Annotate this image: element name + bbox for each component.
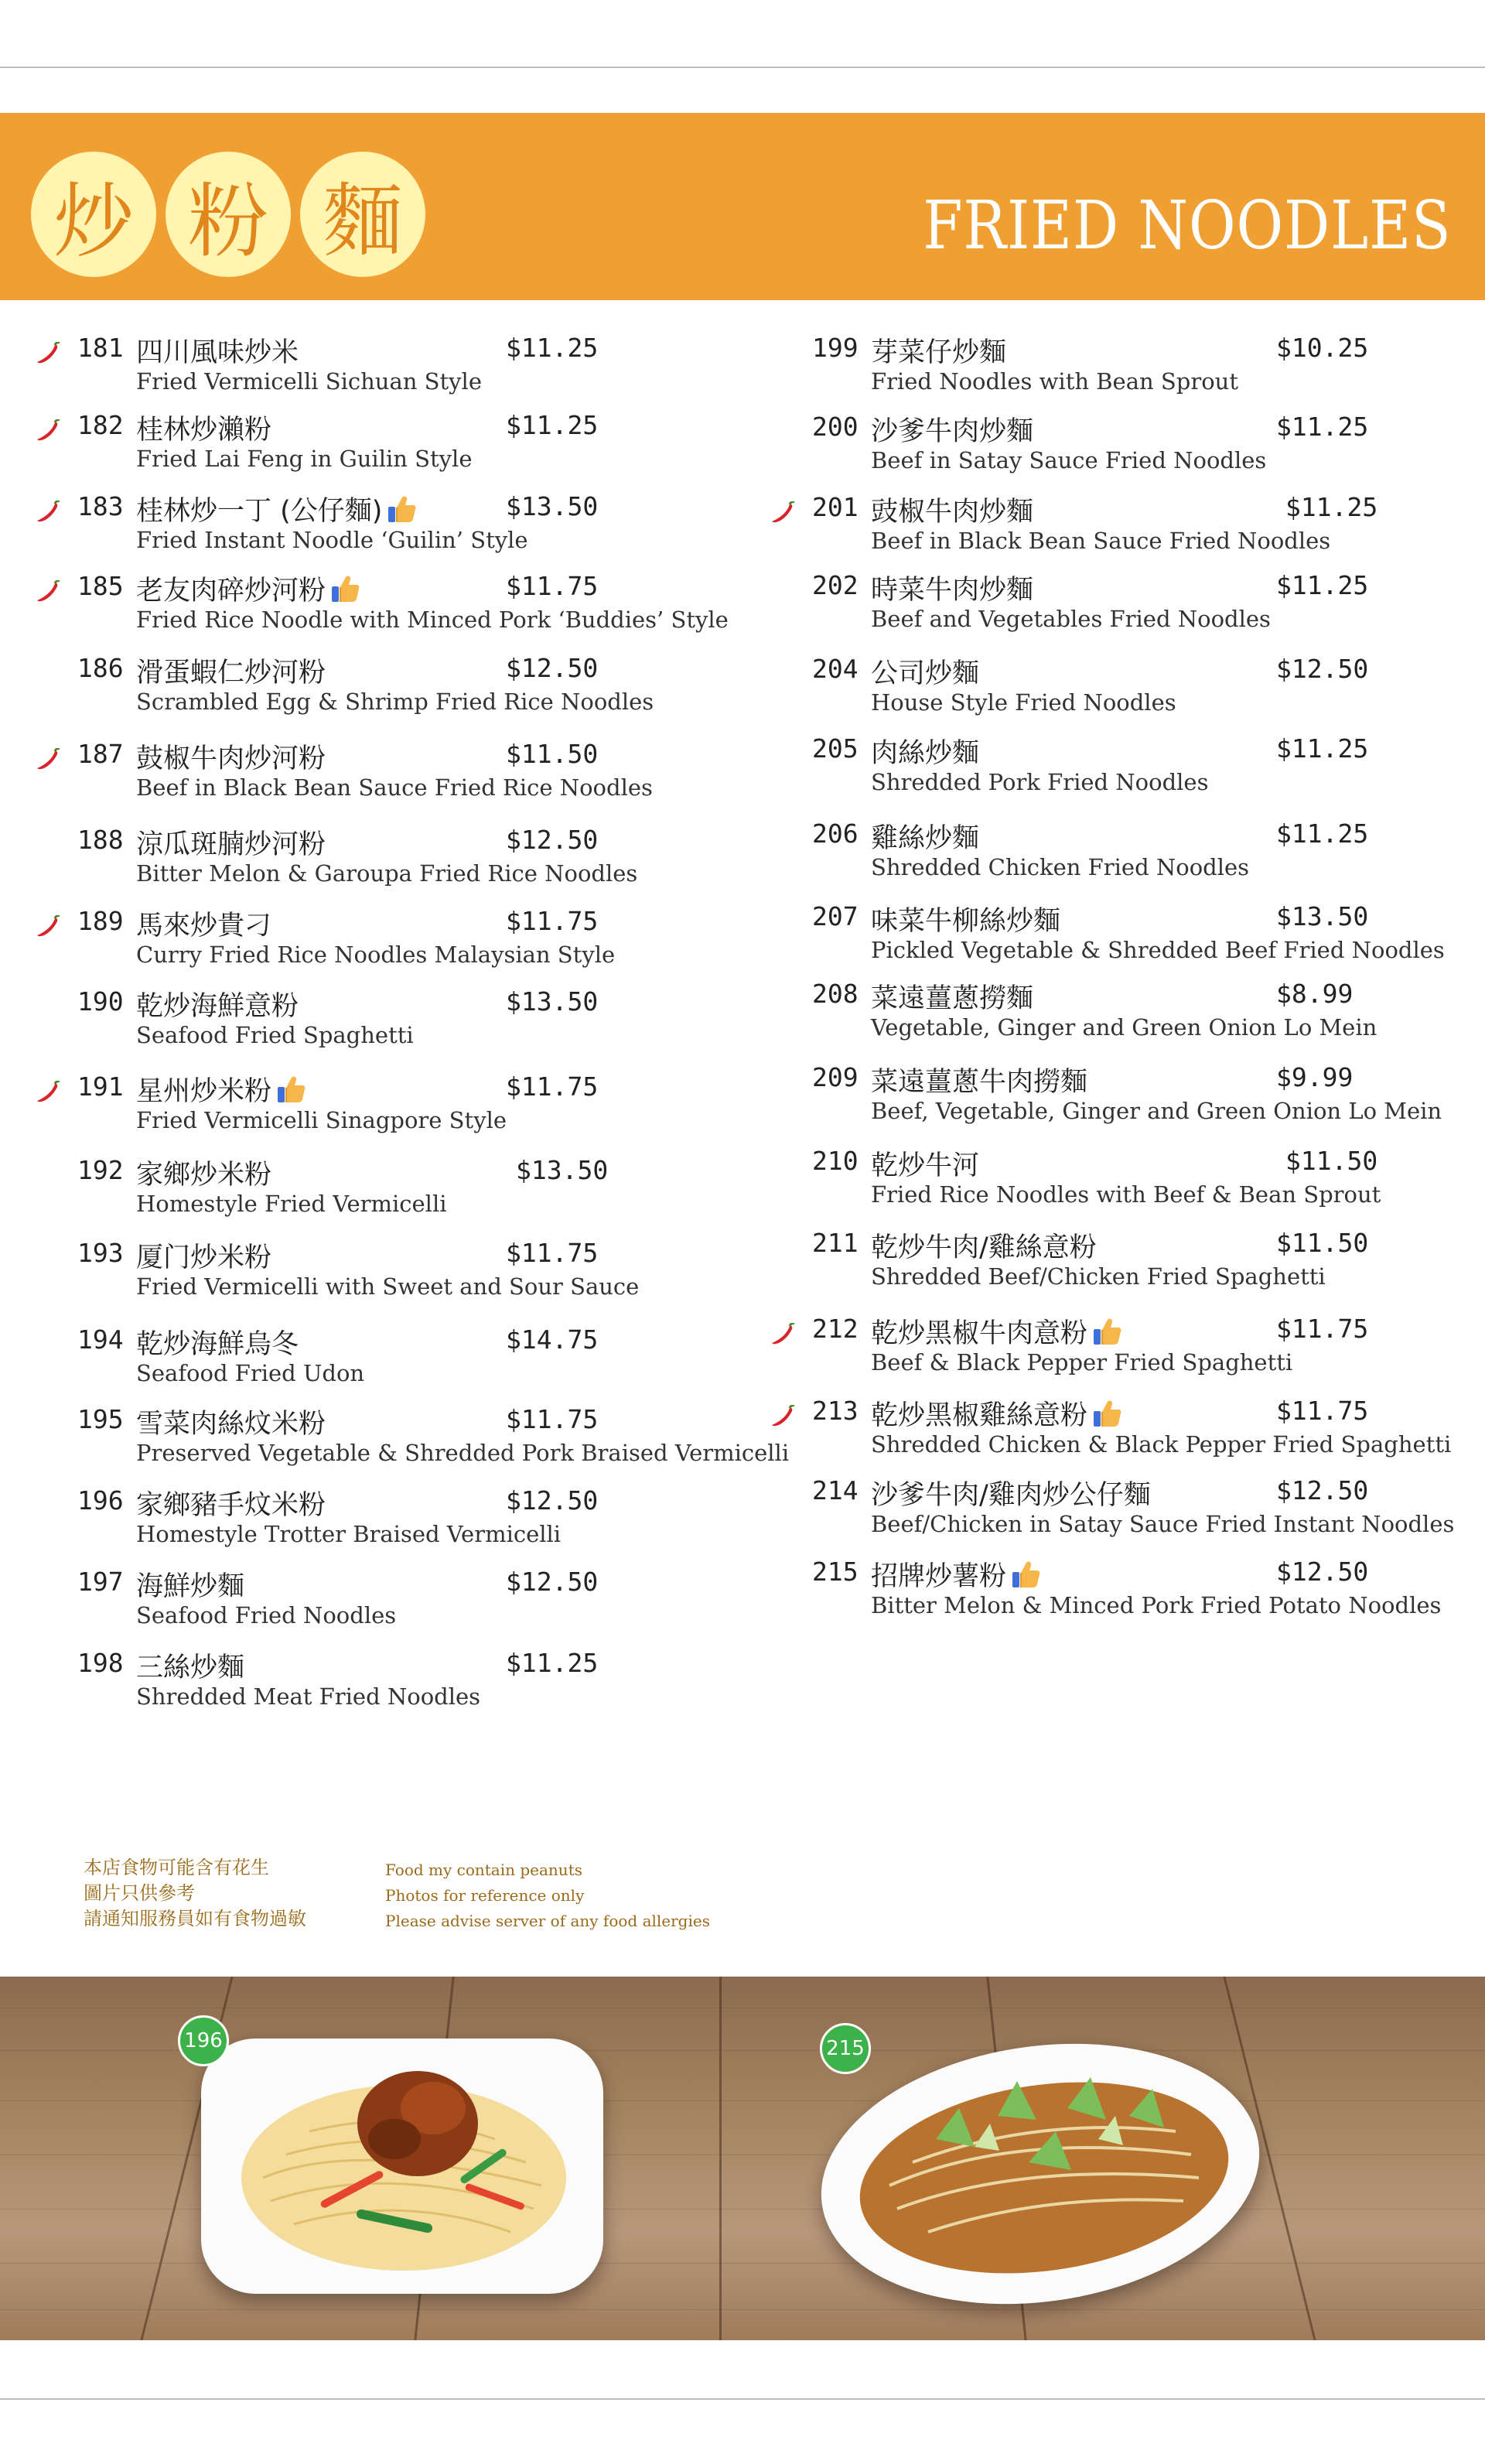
item-name-chinese	[136, 985, 299, 1024]
item-name-chinese	[871, 1144, 979, 1183]
item-name-chinese	[871, 1474, 1151, 1512]
menu-item	[766, 1314, 1485, 1376]
item-name-english: Scrambled Egg & Shrimp Fried Rice Noodles	[136, 689, 654, 715]
item-name-chinese	[136, 1484, 326, 1522]
menu-item	[31, 1071, 758, 1133]
menu-item	[31, 410, 758, 472]
item-number: 207	[812, 901, 859, 931]
menu-item	[31, 1155, 758, 1217]
menu-item	[766, 1228, 1485, 1290]
item-price: $11.75	[1276, 1314, 1369, 1344]
item-number: 197	[77, 1567, 124, 1597]
item-name-chinese-text: 桂林炒瀨粉	[136, 415, 272, 446]
item-name-english: Bitter Melon & Garoupa Fried Rice Noodles	[136, 860, 638, 887]
item-name-chinese-text: 公司炒麵	[871, 658, 980, 689]
item-price: $12.50	[506, 653, 599, 683]
item-name-chinese-text: 乾炒黑椒牛肉意粉	[871, 1318, 1088, 1349]
thumbs-up-icon	[387, 494, 418, 531]
chili-pepper-icon	[769, 1323, 797, 1351]
item-price: $11.25	[1276, 733, 1369, 764]
item-name-english: Shredded Beef/Chicken Fried Spaghetti	[871, 1263, 1326, 1290]
chinese-title	[31, 152, 425, 277]
chili-pepper-icon	[34, 501, 62, 528]
item-name-chinese-text: 乾炒黑椒雞絲意粉	[871, 1400, 1088, 1431]
thumbs-up-icon	[1092, 1399, 1123, 1435]
item-name-chinese	[871, 732, 979, 771]
menu-item	[31, 333, 758, 395]
item-price: $11.25	[506, 410, 599, 440]
item-name-chinese	[136, 1153, 271, 1192]
item-name-chinese	[871, 1312, 1123, 1353]
item-name-chinese-text: 乾炒牛肉/雞絲意粉	[871, 1232, 1097, 1263]
item-name-chinese-text: 馬來炒貴刁	[136, 911, 272, 942]
item-price: $11.75	[506, 571, 599, 601]
note-line: 本店食物可能含有花生	[84, 1857, 269, 1878]
item-name-chinese-text: 涼瓜斑腩炒河粉	[136, 829, 326, 860]
menu-item	[766, 733, 1485, 795]
item-name-chinese	[136, 737, 326, 776]
item-number: 199	[812, 333, 859, 363]
item-name-english: Vegetable, Ginger and Green Onion Lo Mein	[871, 1014, 1377, 1041]
item-name-chinese	[871, 652, 979, 691]
item-name-chinese-text: 星州炒米粉	[136, 1076, 272, 1107]
item-name-chinese-text: 四川風味炒米	[136, 337, 299, 368]
item-price: $9.99	[1276, 1062, 1354, 1092]
item-name-chinese	[871, 1226, 1097, 1265]
item-name-english: Beef in Satay Sauce Fried Noodles	[871, 447, 1267, 473]
item-price: $13.50	[516, 1155, 609, 1185]
item-name-english: Curry Fried Rice Noodles Malaysian Style	[136, 942, 616, 968]
item-name-chinese	[136, 1236, 271, 1275]
item-number: 204	[812, 654, 859, 684]
item-price: $12.50	[1276, 1557, 1369, 1587]
item-name-chinese	[136, 651, 326, 690]
item-name-chinese	[871, 569, 1033, 607]
item-name-chinese-text: 肉絲炒麵	[871, 738, 980, 769]
item-name-chinese-text: 沙爹牛肉炒麵	[871, 416, 1034, 447]
item-number: 188	[77, 825, 124, 855]
bottom-divider	[0, 2398, 1485, 2400]
item-name-chinese	[136, 1323, 299, 1362]
item-name-chinese-text: 沙爹牛肉/雞肉炒公仔麵	[871, 1480, 1151, 1511]
menu-item	[766, 818, 1485, 880]
menu-item	[31, 653, 758, 715]
item-name-english: Preserved Vegetable & Shredded Pork Braised Vermicelli	[136, 1440, 790, 1466]
item-number: 195	[77, 1404, 124, 1434]
item-price: $13.50	[1276, 901, 1369, 931]
chili-pepper-icon	[34, 419, 62, 447]
item-name-english: Beef in Black Bean Sauce Fried Noodles	[871, 528, 1331, 554]
item-name-english: Fried Vermicelli Sichuan Style	[136, 368, 482, 395]
item-name-chinese	[871, 1394, 1123, 1435]
menu-item	[766, 333, 1485, 395]
item-number: 193	[77, 1238, 124, 1268]
menu-item	[766, 492, 1485, 554]
item-number: 209	[812, 1062, 859, 1092]
menu-item	[766, 1062, 1485, 1124]
thumbs-up-icon	[330, 574, 361, 610]
item-name-chinese	[871, 900, 1060, 938]
item-price: $10.25	[1276, 333, 1369, 363]
item-number: 211	[812, 1228, 859, 1258]
item-name-chinese	[136, 904, 271, 943]
menu-item	[31, 1324, 758, 1386]
chili-pepper-icon	[34, 748, 62, 776]
item-name-chinese-text: 家鄉炒米粉	[136, 1160, 272, 1191]
item-name-english: Beef & Black Pepper Fried Spaghetti	[871, 1349, 1293, 1376]
thumbs-up-icon	[1011, 1560, 1042, 1596]
chili-pepper-icon	[769, 1405, 797, 1433]
item-price: $11.75	[506, 1404, 599, 1434]
menu-item	[31, 986, 758, 1048]
item-price: $11.25	[1285, 492, 1378, 522]
menu-item	[31, 739, 758, 801]
item-name-english: Fried Vermicelli with Sweet and Sour Sauce	[136, 1273, 640, 1300]
chili-pepper-icon	[34, 915, 62, 943]
item-name-chinese	[871, 1555, 1042, 1596]
item-number: 205	[812, 733, 859, 764]
item-price: $11.25	[1276, 412, 1369, 442]
item-name-chinese-text: 菜遠薑蔥撈麵	[871, 983, 1034, 1014]
item-name-chinese-text: 乾炒牛河	[871, 1150, 980, 1181]
menu-item	[766, 654, 1485, 716]
item-name-english: Beef, Vegetable, Ginger and Green Onion Lo Mein	[871, 1098, 1442, 1124]
note-line: Please advise server of any food allergies	[385, 1912, 710, 1930]
item-price: $11.25	[506, 333, 599, 363]
menu-item	[31, 1238, 758, 1300]
item-number: 189	[77, 906, 124, 936]
menu-item	[766, 901, 1485, 963]
item-name-chinese	[871, 490, 1033, 529]
item-name-chinese-text: 三絲炒麵	[136, 1652, 245, 1683]
dish-photo-196	[184, 2023, 611, 2309]
item-name-english: Fried Lai Feng in Guilin Style	[136, 446, 473, 472]
dish-number-badge: 196	[178, 2015, 229, 2066]
item-number: 196	[77, 1485, 124, 1516]
item-price: $12.50	[506, 1567, 599, 1597]
item-number: 200	[812, 412, 859, 442]
item-price: $12.50	[506, 1485, 599, 1516]
menu-item	[31, 1485, 758, 1547]
item-name-chinese-text: 招牌炒薯粉	[871, 1561, 1007, 1592]
item-name-chinese	[871, 817, 979, 856]
item-number: 181	[77, 333, 124, 363]
item-name-english: House Style Fried Noodles	[871, 689, 1176, 716]
item-name-english: Beef and Vegetables Fried Noodles	[871, 606, 1271, 632]
item-name-chinese	[136, 331, 299, 370]
item-price: $12.50	[1276, 654, 1369, 684]
item-number: 213	[812, 1396, 859, 1426]
item-name-chinese-text: 雞絲炒麵	[871, 823, 980, 854]
item-name-chinese-text: 菜遠薑蔥牛肉撈麵	[871, 1067, 1088, 1098]
item-price: $11.25	[1276, 818, 1369, 849]
item-name-chinese	[136, 1646, 244, 1685]
item-name-english: Beef in Black Bean Sauce Fried Rice Noodles	[136, 774, 653, 801]
menu-item	[766, 1557, 1485, 1618]
menu-item	[31, 906, 758, 968]
item-number: 201	[812, 492, 859, 522]
chili-pepper-icon	[34, 580, 62, 608]
item-name-chinese-text: 時菜牛肉炒麵	[871, 575, 1034, 606]
item-name-chinese-text: 乾炒海鮮意粉	[136, 991, 299, 1022]
chili-pepper-icon	[34, 1081, 62, 1109]
menu-item	[766, 570, 1485, 632]
item-number: 185	[77, 571, 124, 601]
item-name-chinese	[136, 1403, 326, 1441]
menu-item	[31, 1567, 758, 1628]
item-name-english: Fried Vermicelli Sinagpore Style	[136, 1107, 507, 1133]
menu-item	[31, 825, 758, 887]
title-char-circle: 炒	[31, 152, 156, 277]
noodle-dish-illustration	[820, 2031, 1268, 2325]
item-price: $13.50	[506, 986, 599, 1017]
item-name-chinese	[136, 823, 326, 862]
item-name-chinese-text: 豉椒牛肉炒麵	[871, 497, 1034, 528]
menu-item	[766, 1146, 1485, 1208]
note-line: Food my contain peanuts	[385, 1861, 582, 1879]
item-price: $12.50	[506, 825, 599, 855]
item-number: 212	[812, 1314, 859, 1344]
item-name-english: Fried Instant Noodle ‘Guilin’ Style	[136, 527, 528, 553]
allergy-notes-english	[385, 1857, 710, 1934]
item-name-english: Homestyle Trotter Braised Vermicelli	[136, 1521, 562, 1547]
item-price: $11.25	[1276, 570, 1369, 600]
item-name-english: Fried Noodles with Bean Sprout	[871, 368, 1238, 395]
item-name-english: Shredded Chicken Fried Noodles	[871, 854, 1250, 880]
chili-pepper-icon	[769, 501, 797, 529]
item-name-english: Shredded Meat Fried Noodles	[136, 1683, 481, 1710]
item-number: 208	[812, 979, 859, 1009]
item-number: 183	[77, 491, 124, 521]
item-name-chinese-text: 厦门炒米粉	[136, 1242, 272, 1273]
item-name-english: Shredded Chicken & Black Pepper Fried Spaghetti	[871, 1431, 1452, 1458]
item-name-chinese	[871, 977, 1033, 1016]
item-name-chinese	[871, 1061, 1087, 1099]
item-price: $11.75	[506, 1071, 599, 1102]
item-number: 202	[812, 570, 859, 600]
menu-item	[31, 571, 758, 633]
menu-item	[31, 1648, 758, 1710]
menu-item	[31, 1404, 790, 1466]
item-price: $11.50	[1276, 1228, 1369, 1258]
item-price: $13.50	[506, 491, 599, 521]
section-banner	[0, 113, 1485, 300]
item-name-chinese	[136, 1565, 244, 1604]
item-number: 215	[812, 1557, 859, 1587]
item-name-english: Homestyle Fried Vermicelli	[136, 1191, 447, 1217]
item-number: 186	[77, 653, 124, 683]
menu-item	[766, 412, 1485, 473]
item-name-chinese	[871, 331, 1006, 370]
item-price: $11.75	[1276, 1396, 1369, 1426]
item-name-english: Seafood Fried Udon	[136, 1360, 365, 1386]
note-line: Photos for reference only	[385, 1886, 585, 1905]
item-number: 214	[812, 1475, 859, 1505]
item-name-english: Seafood Fried Spaghetti	[136, 1022, 414, 1048]
item-price: $11.25	[506, 1648, 599, 1678]
menu-item	[766, 979, 1485, 1041]
chili-pepper-icon	[34, 342, 62, 370]
thumbs-up-icon	[276, 1075, 307, 1111]
note-line: 請通知服務員如有食物過敏	[84, 1908, 306, 1929]
item-name-chinese	[136, 408, 271, 447]
photo-strip	[0, 1977, 1485, 2340]
item-name-chinese	[136, 569, 361, 610]
menu-item	[31, 491, 758, 553]
item-name-chinese-text: 滑蛋蝦仁炒河粉	[136, 658, 326, 689]
item-name-english: Bitter Melon & Minced Pork Fried Potato Noodles	[871, 1592, 1442, 1618]
note-line: 圖片只供參考	[84, 1882, 195, 1904]
title-char-circle: 粉	[166, 152, 291, 277]
item-name-english: Pickled Vegetable & Shredded Beef Fried Noodles	[871, 937, 1445, 963]
allergy-notes-chinese	[84, 1855, 306, 1932]
item-number: 210	[812, 1146, 859, 1176]
item-name-chinese	[136, 490, 418, 531]
item-name-chinese-text: 家鄉豬手炆米粉	[136, 1490, 326, 1521]
item-number: 198	[77, 1648, 124, 1678]
item-name-chinese-text: 雪菜肉絲炆米粉	[136, 1409, 326, 1440]
item-name-chinese-text: 桂林炒一丁 (公仔麵)	[136, 496, 383, 527]
item-name-chinese	[136, 1070, 307, 1111]
top-divider	[0, 67, 1485, 68]
item-number: 187	[77, 739, 124, 769]
item-price: $11.50	[1285, 1146, 1378, 1176]
noodle-dish-illustration	[201, 2023, 611, 2309]
item-name-chinese-text: 老友肉碎炒河粉	[136, 576, 326, 607]
item-name-chinese-text: 芽菜仔炒麵	[871, 337, 1007, 368]
item-number: 182	[77, 410, 124, 440]
item-name-chinese-text: 乾炒海鮮烏冬	[136, 1329, 299, 1360]
item-price: $8.99	[1276, 979, 1354, 1009]
item-number: 191	[77, 1071, 124, 1102]
item-price: $14.75	[506, 1324, 599, 1355]
item-price: $11.50	[506, 739, 599, 769]
item-price: $12.50	[1276, 1475, 1369, 1505]
item-name-english: Beef/Chicken in Satay Sauce Fried Instant Noodles	[871, 1511, 1455, 1537]
item-number: 194	[77, 1324, 124, 1355]
thumbs-up-icon	[1092, 1317, 1123, 1353]
item-name-chinese-text: 海鮮炒麵	[136, 1571, 245, 1602]
menu-item	[766, 1396, 1485, 1458]
item-name-chinese-text: 鼓椒牛肉炒河粉	[136, 743, 326, 774]
dish-number-badge: 215	[820, 2023, 871, 2074]
item-name-english: Fried Rice Noodles with Beef & Bean Sprout	[871, 1181, 1381, 1208]
item-name-chinese-text: 味菜牛柳絲炒麵	[871, 906, 1061, 937]
item-name-english: Shredded Pork Fried Noodles	[871, 769, 1209, 795]
item-number: 190	[77, 986, 124, 1017]
item-number: 206	[812, 818, 859, 849]
page-title: FRIED NOODLES	[922, 187, 1451, 265]
item-name-english: Fried Rice Noodle with Minced Pork ‘Buddies’ Style	[136, 607, 729, 633]
dish-photo-215	[820, 2031, 1268, 2325]
item-number: 192	[77, 1155, 124, 1185]
item-price: $11.75	[506, 1238, 599, 1268]
item-name-english: Seafood Fried Noodles	[136, 1602, 397, 1628]
item-name-chinese	[871, 410, 1033, 449]
item-price: $11.75	[506, 906, 599, 936]
title-char-circle: 麵	[300, 152, 425, 277]
menu-item	[766, 1475, 1485, 1537]
